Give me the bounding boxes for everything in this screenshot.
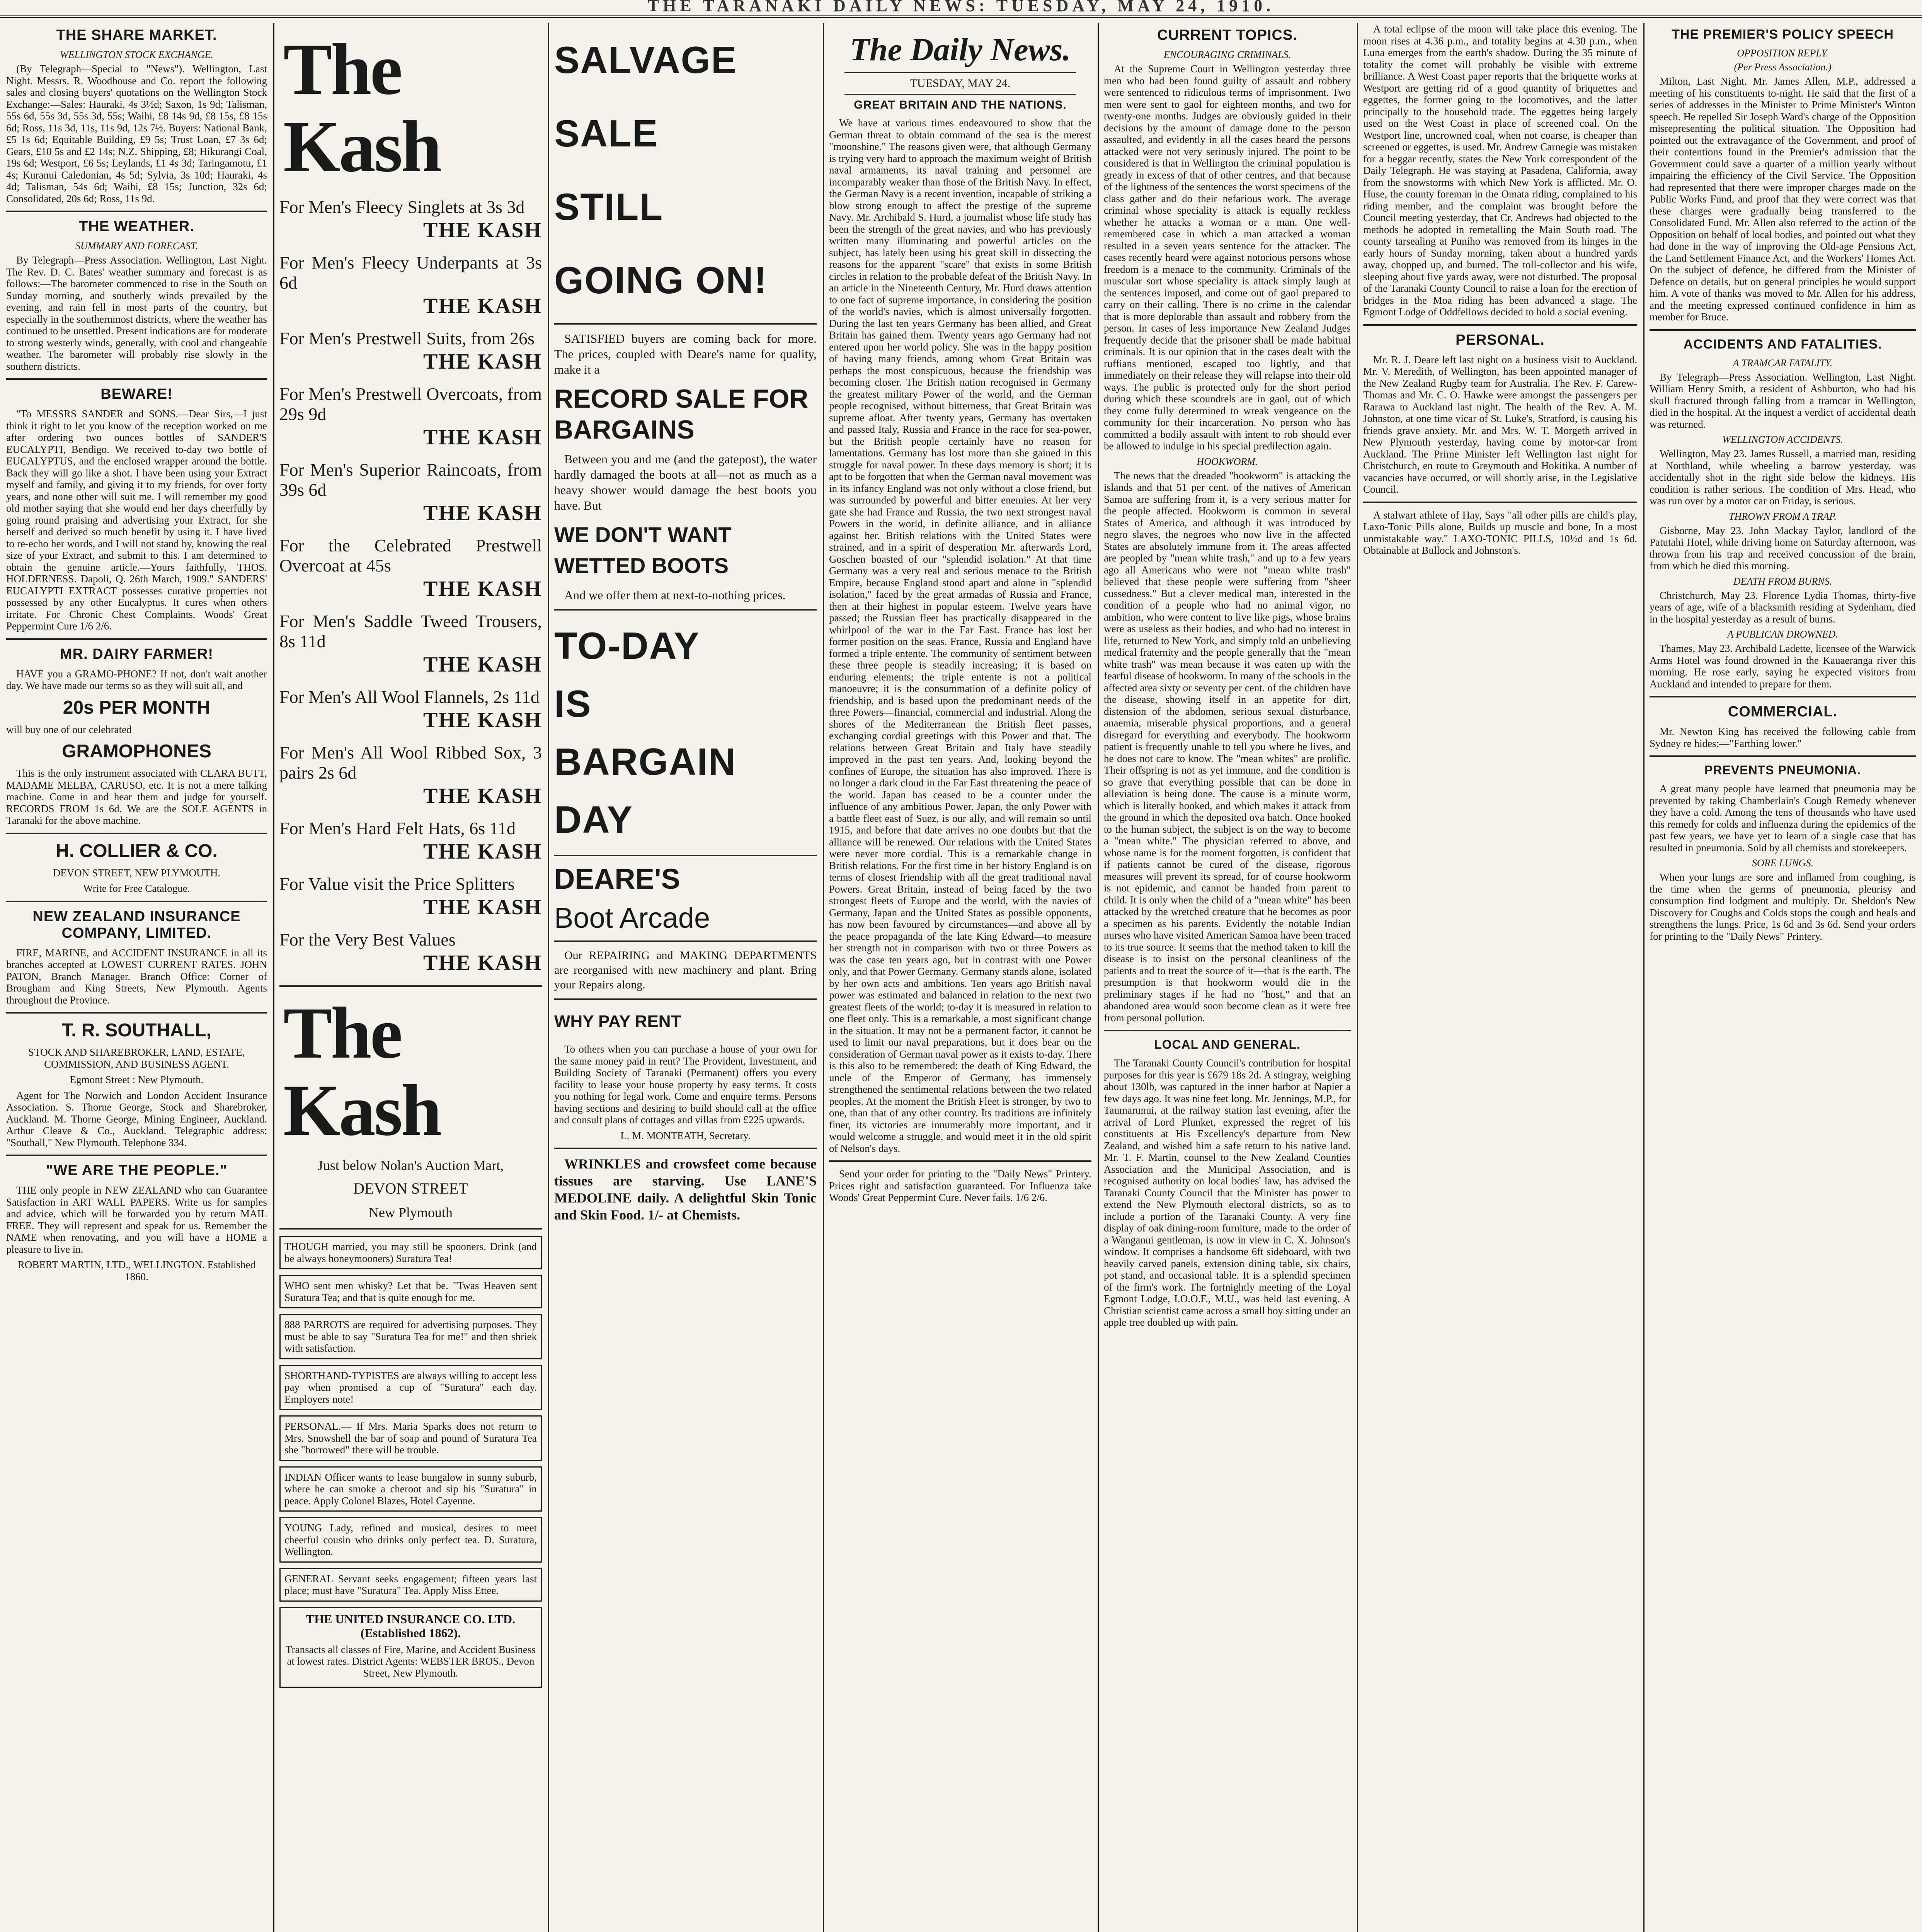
divider (844, 72, 1076, 73)
accidents-heading: ACCIDENTS AND FATALITIES. (1683, 337, 1882, 352)
satisfied-text: SATISFIED buyers are coming back for more. The prices, coupled with Deare's name for quality, make it a (554, 332, 817, 376)
divider (554, 1148, 817, 1149)
kash-item-text: For the Very Best Values (279, 930, 456, 949)
personal-body: Mr. R. J. Deare left last night on a business visit to Auckland. Mr. V. Meredith, of Wellington, has been appointed manager of the New Zealand Rugby team for Australia. The Rev. F. Carew-Thomas and Mr. C. O. Hawke were amongst the passengers per Rarawa to Auckland last night. The health of the Rev. A. M. Johnston, at one time vicar of St. Luke's, Stratford, is causing his friends grave anxiety. Mr. and Mrs. W. T. Morgeth arrived in New Plymouth yesterday, having come by motor-car from Auckland. The Prime Minister left Wellington last night for Christchurch, en route to Greymouth and Hokitika. A number of vacancies have occurred, or will shortly arise, in the Legislative Council. (1363, 354, 1637, 495)
column-premier (1643, 23, 1922, 1932)
united-insurance-ad (279, 1607, 542, 1688)
divider (554, 609, 817, 611)
collier-heading: H. COLLIER & CO. (56, 840, 218, 861)
united-insurance-heading: THE UNITED INSURANCE CO. LTD. (Established 1862). (306, 1612, 516, 1640)
weather-body: By Telegraph—Press Association. Wellington, Last Night. The Rev. D. C. Bates' weather summary and forecast is as follows:—The barometer commenced to rise in the South on Sunday morning, and southerly winds prevailed by the evening, and rain fell in most parts of the country, but especially in the southernmost districts, where the weather has continued to be unsettled. Present indications are for moderate to strong westerly winds, generally, with cool and changeable weather. The barometer will probably rise slowly in the southern districts. (6, 254, 267, 372)
editorial-heading: GREAT BRITAIN AND THE NATIONS. (854, 99, 1067, 111)
classified-ad: WHO sent men whisky? Let that be. "Twas Heaven sent Suratura Tea; and that is quite enough for me. (279, 1275, 542, 1308)
commercial-body: Mr. Newton King has received the following cable from Sydney re hides:—"Farthing lower." (1650, 726, 1916, 749)
column-the-kash (273, 23, 548, 1932)
record-sale-heading: RECORD SALE FOR BARGAINS (554, 384, 809, 444)
hookworm-body: The news that the dreaded "hookworm" is attacking the islands and that 51 per cent. of the natives of American Samoa are suffering from it, is a very serious matter for the people affected. Hookworm is common in several States of America, and although it was introduced by negro slaves, the negroes who now live in the affected States are absolutely immune from it. The areas affected are peopled by "mean white trash," and up to a few years ago all Americans who were not "mean white trash" believed that these people were suffering from "sheer cussedness." But a clever medical man, interested in the condition of a people who had no animal vigor, no ambition, who were content to live like pigs, whose brains were as useless as their bodies, and who had no interest in life, returned to New York, and simply told an unbelieving medical fraternity and the people generally that the "mean white trash" was mean because it was eaten up with the fearful disease of hookworm. In many of the schools in the affected area sixty or seventy per cent. of the children have the disease, showing itself in an appetite for dirt, distension of the abdomen, serious sexual disturbance, anaemia, miserable physical proportions, and a general disregard for everything and everybody. The hookworm patient is frequently unable to tell you where he lives, and he does not care to know. The "mean whites" are prolific. Their offspring is not as yet immune, and the condition is so grave that everything possible that can be done in alleviation is being done. The cause is a minute worm, which is literally hooked, and which makes it attack from the ground in which the deposited ova hatch. Once hooked to the human subject, the subject is on the way to become a "mean white." The physician referred to above, and whose name is for the moment forgotten, is confident that if patients cannot be cured of the disease, rigorous measures will prevent its spread, for of course hookworm is not epidemic, and cannot be handed from parent to child. It is only when the child of a "mean white" has been attacked by the wretched creature that he becomes as poor a specimen as his parents. Evidently the notable Indian nurses who have visited American Samoa have been traced to its true source. It seems that the method taken to kill the disease is to insist on the personal cleanliness of the patients and to treat the source of it—that is the earth. The presumption is that hookworm would die in the preliminary stages if he had no "host," and that an abandoned area would soon become clean as it were free from personal pollution. (1104, 469, 1351, 1024)
premier-heading: THE PREMIER'S POLICY SPEECH (1672, 27, 1894, 42)
current-topics-heading: CURRENT TOPICS. (1157, 27, 1297, 43)
pneumonia-body: A great many people have learned that pneumonia may be prevented by taking Chamberlain's Cough Remedy whenever they have a cold. Among the tens of thousands who have used this remedy for colds and influenza during the epidemics of the past few years, we have yet to learn of a single case that has resulted in pneumonia. Sold by all chemists and storekeepers. (1650, 783, 1916, 854)
kash-item-text: For the Celebrated Prestwell Overcoat at 45s (279, 536, 542, 575)
editorial-body: We have at various times endeavoured to show that the German threat to obtain command of the sea is the merest "moonshine." The reasons given were, that although Germany is trying very hard to approach the maximum weight of British naval armaments, its naval training and personnel are incomparably weaker than those of the British Navy. In effect, the German Navy is a recent invention, incapable of striking a blow strong enough to affect the prestige of the supreme Navy. Mr. Archibald S. Hurd, a journalist whose life study has been the strength of the great navies, and who has previously written many illuminating and powerful articles on the subject, has lately been using his great skill in dissecting the reasons for the apparent "scare" that exists in some British circles in relation to the probable defeat of the British Navy. In an article in the Nineteenth Century, Mr. Hurd draws attention to one fact of supreme importance, in considering the position of the world's navies, which is almost universally forgotten. During the last ten years Germany has been allied, and Great Britain has gained them. Twenty years ago Germany had not entered upon her world policy. She was in the happy position of having many friends, among whom Great Britain was perhaps the most conspicuous, because the friendship was becoming closer. The British nation recognised in Germany the greatest military Power of the world, and the German people recognised, without bitterness, that Great Britain was supreme afloat. After twenty years, Germany has overtaken and passed Italy, Russia and France in the race for sea-power, but the British people certainly have no reason for lamentations. Germany has lost more than she gained in this struggle for naval power. In these days memory is short; it is apt to be forgotten that when the German naval movement was in its infancy England was not only without a close friend, but was surrounded by powerful and bitter enemies. At her very gate she had France and Russia, the two next strongest naval Powers in the world, in definite alliance, and in alliance against her. British relations with the United States were strained, and in a spirit of desperation Mr. afterwards Lord, Goschen boasted of our "splendid isolation." At that time Germany was a very real and serious menace to the British Empire, because England stood apart and alone in "splendid isolation," faced by the great armadas of Russia and France, then at their highest in popular esteem. Twelve years have passed; the Russian fleet has practically disappeared in the whirlpool of the war in the Far East. France has lost her former position on the seas. France, Russia and England have formed a triple entente. The community of sentiment between these three people is steadily increasing; it is based on enduring elements; the triple entente is not a political manoeuvre; it is the consummation of a definite policy of friendship, and is based upon the predominant needs of the three Powers—financial, commercial and industrial. Along the shores of the Mediterranean the British fleet passes, exchanging cordial greetings with this Power and that. The relations between Great Britain and Italy have steadily improved in the past ten years. And, looking beyond the confines of Europe, the situation has also improved. There is no longer a dark cloud in the Far East threatening the peace of the world. Japan has ceased to be a counter under the influence of any ambitious Power. Japan, the only Power with a battle fleet east of Suez, is our ally, and will remain so until 1915, and before that date arrives no one doubts but that the alliance will be renewed. Our relations with the United States were never more cordial. This is a remarkable change in British relations. For the first time in her history England is on terms of closest friendship with all the great traditional naval Powers. Great Britain, instead of being faced by the two strongest fleets of Europe and the world, with the navies of Germany, Japan and the United States as possible opponents, has now been favoured by circumstances—and above all by the peace propaganda of the late King Edward—to measure her strength not in comparison with two or three Powers as was the case ten years ago, but in contrast with one Power only, and that Power Germany. Germany stands alone, isolated by her own acts and ambitions. Ten years ago British naval power was estimated and balanced in relation to the next two greatest fleets of the world; to-day it is measured in relation to one fleet only. This is a remarkable, a most significant change in the situation. It may not be a permanent factor, it cannot be used to limit our naval preparations, but it does bear on the consideration of German naval power as it exists to-day. There is this also to be remembered: the death of King Edward, the uncle of the Emperor of Germany, has immensely strengthened the sentimental relations between the two related peoples. At the moment the British Fleet is stronger, by two to one, than that of any other country. Its traditions are infinitely finer, its victories are innumerably more important, and it would welcome a struggle, and would meet it in the old spirit of Nelson's days. (829, 117, 1091, 1154)
weather-subheading: SUMMARY AND FORECAST. (75, 240, 198, 252)
trap-heading: THROWN FROM A TRAP. (1729, 510, 1837, 522)
kash-item-brand: THE KASH (423, 708, 542, 732)
share-market-subheading: WELLINGTON STOCK EXCHANGE. (60, 49, 214, 60)
classified-ad: THOUGH married, you may still be spooners. Drink (and be always honeymooners) Suratura Tea! (279, 1236, 542, 1269)
collier-catalogue: Write for Free Catalogue. (83, 883, 190, 894)
kash-item-brand: THE KASH (423, 577, 542, 601)
press-association-note: (Per Press Association.) (1734, 61, 1832, 73)
kash-item-brand: THE KASH (423, 218, 542, 242)
rent-body: To others when you can purchase a house of your own for the same money paid in rent? The Provident, Investment, and Building Society of Taranaki (Permanent) offers you every facility to lease your house property by easy terms. It costs you nothing for legal work. Come and enquire terms. Persons having sections and desiring to build should call at the office and consult plans of cottages and villas from £225 upwards. (554, 1043, 817, 1126)
kash-item-brand: THE KASH (423, 294, 542, 318)
beware-heading: BEWARE! (100, 386, 173, 402)
kash-item-text: For Men's Fleecy Underpants at 3s 6d (279, 253, 542, 293)
kash-item-brand: THE KASH (423, 840, 542, 864)
today-line: DAY (554, 798, 633, 841)
nz-insurance-heading: NEW ZEALAND INSURANCE COMPANY, LIMITED. (32, 908, 241, 941)
encouraging-criminals-heading: ENCOURAGING CRIMINALS. (1163, 49, 1291, 60)
dairy-price: 20s PER MONTH (63, 697, 211, 718)
divider (6, 833, 267, 834)
divider (6, 1155, 267, 1156)
collier-address: DEVON STREET, NEW PLYMOUTH. (53, 867, 221, 879)
printing-ad: Send your order for printing to the "Daily News" Printery. Prices right and satisfaction guaranteed. For Influenza take Woods' Great Peppermint Cure. Never fails. 1/6 2/6. (829, 1168, 1091, 1203)
laxo-tonic-ad: A stalwart athlete of Hay, Says "all other pills are child's play, Laxo-Tonic Pills alone, Builds up muscle and bone, In a most unmistakable way." LAXO-TONIC PILLS, 10½d and 1s 6d. Obtainable at Bullock and Johnston's. (1363, 509, 1637, 556)
divider (279, 985, 542, 987)
salvage-heading (554, 23, 817, 317)
personal-heading: PERSONAL. (1456, 332, 1545, 348)
wellington-accidents-heading: WELLINGTON ACCIDENTS. (1722, 434, 1843, 445)
kash-title: The Kash (283, 29, 441, 187)
southall-address: Egmont Street : New Plymouth. (70, 1074, 204, 1085)
column-current-topics (1098, 23, 1357, 1932)
column-news (1357, 23, 1643, 1932)
classified-ad: YOUNG Lady, refined and musical, desires to meet cheerful cousin who drinks only perfect tea. D. Suratura, Wellington. (279, 1517, 542, 1563)
southall-heading: T. R. SOUTHALL, (62, 1020, 211, 1041)
divider (279, 1228, 542, 1230)
divider (554, 940, 817, 942)
local-general-heading: LOCAL AND GENERAL. (1154, 1037, 1301, 1051)
offer-text: And we offer them at next-to-nothing prices. (564, 588, 786, 602)
today-bargain-heading (554, 617, 817, 849)
southall-body: Agent for The Norwich and London Accident Insurance Association. S. Thorne George, Stock and Sharebroker, Auckland. M. Thorne George, Mining Engineer, Auckland. Arthur Cleave & Co., Auckland. Telegraphic address: "Southall," New Plymouth. Telephone 334. (6, 1089, 267, 1148)
united-insurance-body: Transacts all classes of Fire, Marine, and Accident Business at lowest rates. District Agents: WEBSTER BROS., Devon Street, New Plymouth. (286, 1643, 536, 1679)
kash-item-text: For Men's All Wool Flannels, 2s 11d (279, 687, 540, 707)
kash-item-text: For Men's Prestwell Overcoats, from 29s 9d (279, 384, 542, 424)
kash-title-2: The Kash (283, 993, 441, 1151)
weather-heading: THE WEATHER. (79, 218, 194, 235)
column-deares (548, 23, 823, 1932)
kash-item-brand: THE KASH (423, 350, 542, 374)
divider (1650, 329, 1916, 331)
column-editorial (823, 23, 1098, 1932)
gramophones-body: This is the only instrument associated with CLARA BUTT, MADAME MELBA, CARUSO, etc. It is not a mere talking machine. Come in and hear them and judge for yourself. RECORDS FROM 1s 6d. We are the SOLE AGENTS in Taranaki for the above machine. (6, 767, 267, 826)
repair-text: Our REPAIRING and MAKING DEPARTMENTS are reorganised with new machinery and plant. Bring your Repairs along. (554, 949, 817, 991)
kash-item-text: For Men's Superior Raincoats, from 39s 6d (279, 460, 542, 500)
burns-heading: DEATH FROM BURNS. (1733, 575, 1832, 587)
kash-item-brand: THE KASH (423, 501, 542, 525)
divider (844, 94, 1076, 95)
divider (6, 211, 267, 212)
kash-item-list (279, 197, 542, 975)
divider (829, 1160, 1091, 1162)
column-share-market (0, 23, 273, 1932)
between-text: Between you and me (and the gatepost), the water hardly damaged the boots at all—not as much as a heavy shower would damage the best boots you have. But (554, 452, 817, 512)
share-market-heading: THE SHARE MARKET. (56, 27, 217, 43)
opposition-reply-heading: OPPOSITION REPLY. (1737, 48, 1828, 59)
salvage-line: SALE (554, 112, 659, 155)
beware-body: "To MESSRS SANDER and SONS.—Dear Sirs,—I just think it right to let you know of the reception worked on me after ordering two ounces bottles of SANDER'S EUCALYPTI, Bendigo. We received to-day two bottle of EUCALYPTUS, and the enclosed wrapper around the bottle. Back they will go like a shot. I have been using your Extract myself and family, and giving it to my friends, for over forty years, and none other will suit me. I will remember my good old mother saying that she would end her days cheerfully by going round praising and advertising your Extract, for she herself and derived so much benefit by using it. I have lived to re-echo her words, and I will not stand by, knowing the real size of your Extract, and submit to this. I am determined to obtain the genuine article.—Yours faithfully, THOS. HOLDERNESS. Dapoli, Q. 26th March, 1909." SANDERS' EUCALYPTI EXTRACT possesses curative properties not possessed by any other Eucalyptus. It cures when others irritate. For Chronic Chest Complaints. Woods' Great Peppermint Cure 1/6 2/6. (6, 408, 267, 632)
gramophones-heading: GRAMOPHONES (62, 741, 211, 762)
divider (554, 998, 817, 1000)
wrinkles-ad: WRINKLES and crowsfeet come because tissues are starving. Use LANE'S MEDOLINE daily. A delightful Skin Tonic and Skin Food. 1/- at Chemists. (554, 1156, 817, 1223)
kash-item-text: For Men's Prestwell Suits, from 26s (279, 328, 535, 348)
sore-lungs-body: When your lungs are sore and inflamed from coughing, is the time when the germs of pneumonia, pleurisy and consumption find lodgment and multiply. Dr. Sheldon's New Discovery for Coughs and Colds stops the cough and heals and strengthens the lungs. Price, 1s 6d and 3s 6d. Send your orders for printing to the "Daily News" Printery. (1650, 871, 1916, 942)
classified-ad: 888 PARROTS are required for advertising purposes. They must be able to say "Suratura Tea for me!" and then shriek with satisfaction. (279, 1314, 542, 1359)
salvage-line: STILL (554, 185, 664, 228)
divider (554, 855, 817, 856)
kash-item-brand: THE KASH (423, 951, 542, 975)
kash-item-text: For Men's Fleecy Singlets at 3s 3d (279, 197, 525, 217)
burns-body: Christchurch, May 23. Florence Lydia Thomas, thirty-five years of age, wife of a blacksmith residing at Sydenham, died in the hospital yesterday as a result of burns. (1650, 589, 1916, 625)
people-body: THE only people in NEW ZEALAND who can Guarantee Satisfaction in ART WALL PAPERS. Write us for samples and advice, which will be forwarded you by return MAIL FREE. They will represent and speak for us. Remember the NAME when renovating, and you will have a HOME a pleasure to live in. (6, 1184, 267, 1255)
trap-body: Gisborne, May 23. John Mackay Taylor, landlord of the Patutahi Hotel, while driving home on Saturday afternoon, was thrown from his trap and received concussion of the brain, from which he died this morning. (1650, 524, 1916, 571)
rent-signature: L. M. MONTEATH, Secretary. (620, 1129, 751, 1141)
divider (1363, 502, 1637, 503)
masthead: THE TARANAKI DAILY NEWS: TUESDAY, MAY 24, 1910. (0, 0, 1922, 18)
pneumonia-heading: PREVENTS PNEUMONIA. (1704, 763, 1861, 777)
people-heading: "WE ARE THE PEOPLE." (46, 1162, 227, 1179)
today-line: BARGAIN (554, 740, 737, 783)
classified-ad: SHORTHAND-TYPISTES are always willing to accept less pay when promised a cup of "Suratura" each day. Employers note! (279, 1365, 542, 1410)
kash-item-brand: THE KASH (423, 425, 542, 449)
salvage-line: SALVAGE (554, 39, 737, 81)
divider (1363, 324, 1637, 326)
wetted-boots-heading: WE DON'T WANT WETTED BOOTS (554, 522, 732, 578)
dairy-body: HAVE you a GRAMO-PHONE? If not, don't wait another day. We have made our terms so as they will suit all, and (6, 668, 267, 691)
kash-item-text: For Men's All Wool Ribbed Sox, 3 pairs 2s 6d (279, 743, 542, 782)
kash-item-text: For Value visit the Price Splitters (279, 874, 515, 894)
wellington-accidents-body: Wellington, May 23. James Russell, a married man, residing at Northland, while wheeling a barrow yesterday, was accidentally shot in the right side below the kidneys. His condition is rather serious. The condition of Mrs. Head, who was run over by a motor car on Friday, is serious. (1650, 448, 1916, 507)
kash-item-text: For Men's Hard Felt Hats, 6s 11d (279, 818, 516, 838)
southall-subheading: STOCK AND SHAREBROKER, LAND, ESTATE, COMMISSION, AND BUSINESS AGENT. (28, 1046, 245, 1070)
dairy-heading: MR. DAIRY FARMER! (60, 646, 213, 662)
divider (554, 323, 817, 325)
drowned-heading: A PUBLICAN DROWNED. (1727, 629, 1838, 640)
classified-ad: GENERAL Servant seeks engagement; fifteen years last place; must have "Suratura" Tea. Apply Miss Ettee. (279, 1568, 542, 1602)
premier-body: Milton, Last Night. Mr. James Allen, M.P., addressed a meeting of his constituents to-night. He said that the first of a series of addresses in the Minister to Prime Minister's Winton speech. He repelled Sir Joseph Ward's charge of the Opposition misrepresenting the political situation. The Opposition had pointed out the extravagance of the Government, and proof of their contentions found in the Premier's admission that the Government could save a quarter of a million yearly without impairing the efficiency of the Civil Service. The Opposition had represented that there were improper charges made on the Public Works Fund, and proof that they were correct was that these charges were gradually being transferred to the Consolidated Fund. Mr. Allen also referred to the action of the Opposition on behalf of local bodies, and pointed out what they had done in the way of improving the Old-age Pensions Act, the Land Settlement Finance Act, and the Workers' Homes Act. On the subject of defence, he differed from the Minister of Defence on details, but on general principles he would support him. A vote of thanks was moved to Mr. Allen for his address, and the meeting expressed continued confidence in him as member for Bruce. (1650, 75, 1916, 323)
divider (1650, 696, 1916, 697)
deares-name: DEARE'S (554, 863, 680, 895)
news-body: A total eclipse of the moon will take place this evening. The moon rises at 4.36 p.m., and totality begins at 4.30 p.m., when Luna emerges from the earth's shadow. During the 35 minute of totality the comet will probably be visible with extreme brilliance. A West Coast paper reports that the briquette works at Westport are getting rid of a good quantity of briquettes and eggettes, the former going to the locomotives, and the latter principally to the household trade. The eggettes being largely used on the West Coast in place of screened coal. On the Westport line, uncrowned coal, when not coarse, is cheaper than screened or eggettes, is used. Mr. Andrew Carnegie was mistaken for a beggar recently, states the New York correspondent of the Daily Telegraph. He was staying at Pasadena, California, away from the snowstorms with which New York is afflicted. Mr. O. Huse, the county foreman in the Omata riding, complained to his riding member, and the complaint was brought before the Council meeting yesterday, that Cr. Andrews had objected to the methods he adopted in remetalling the Main South road. The county tarsealing at Puniho was removed from its hinges in the early hours of Sunday morning, taken about a hundred yards away, chopped up, and burned. The toll-collector and his wife, sleeping about five yards away, were not disturbed. The proposal of the Taranaki County Council to raise a loan for the erection of bridges in the Moa riding has been advanced a stage. The Egmont Lodge of Oddfellows decided to hold a social evening. (1363, 23, 1637, 318)
rent-heading: WHY PAY RENT (554, 1012, 681, 1031)
nz-insurance-body: FIRE, MARINE, and ACCIDENT INSURANCE in all its branches accepted at LOWEST CURRENT RATES. JOHN PATON, Branch Manager. Branch Office: Corner of Brougham and King Streets, New Plymouth. Agents throughout the Province. (6, 947, 267, 1006)
kash-item-brand: THE KASH (423, 895, 542, 919)
divider (6, 638, 267, 640)
divider (1650, 755, 1916, 757)
divider (6, 1012, 267, 1014)
salvage-line: GOING ON! (554, 259, 768, 301)
drowned-body: Thames, May 23. Archibald Ladette, licensee of the Warwick Arms Hotel was found drowned in the Kauaeranga river this morning. He rose early, saying he expected visitors from Auckland and intended to prepare for them. (1650, 643, 1916, 690)
criminals-body: At the Supreme Court in Wellington yesterday three men who had been found guilty of assault and robbery were sentenced to ridiculous terms of imprisonment. Two men were sent to gaol for eighteen months, and two for twenty-one months. Judges are obviously guided in their decisions by the amount of damage done to the person assaulted, and evidently in all the cases heard the persons attacked were not very seriously injured. The point to be considered is that in Wellington the criminal population is greatly in excess of that of other centres, and that because of the lightness of the sentences the worst specimens of the class gather and do their nefarious work. The average criminal whose speciality is attack is equally reckless whether he attacks a woman or a man. One well-remembered case in which a man attacked a woman resulted in a seven years sentence for the attacker. The cases recently heard were against notorious persons whose freedom is a menace to the community. Criminals of the muscular sort whose speciality is attack simply laugh at the sentences imposed, and come out of gaol prepared to carry on their calling. There is no crime in the calendar that is more deplorable than assault and robbery from the person. In cases of less importance New Zealand Judges frequently decide that the prisoner shall be made habitual criminals. It is our opinion that in the cases dealt with the ruffians mentioned, escaped too lightly, and that immediately on their release they will relapse into their old ways. The public is protected only for the short period during which these scoundrels are in gaol, out of which they come fully determined to wreak vengeance on the community for their incarceration. No person who has committed a bodily assault with intent to rob should ever be allowed to indulge in his special predilection again. (1104, 63, 1351, 452)
suratura-ads (279, 1236, 542, 1602)
classified-ad: PERSONAL.— If Mrs. Maria Sparks does not return to Mrs. Snowshell the bar of soap and pound of Suratura Tea she "borrowed" there will be trouble. (279, 1415, 542, 1461)
dairy-body-2: will buy one of our celebrated (6, 723, 132, 735)
today-line: IS (554, 682, 592, 725)
paper-title: The Daily News. (849, 32, 1071, 68)
today-line: TO-DAY (554, 624, 700, 667)
kash-item-brand: THE KASH (423, 653, 542, 677)
kash-item-text: For Men's Saddle Tweed Trousers, 8s 11d (279, 611, 542, 651)
kash-town: New Plymouth (368, 1205, 453, 1220)
divider (1104, 1030, 1351, 1031)
hookworm-heading: HOOKWORM. (1197, 456, 1258, 467)
martin-signature: ROBERT MARTIN, LTD., WELLINGTON. Established 1860. (17, 1259, 256, 1282)
kash-sub: Just below Nolan's Auction Mart, (317, 1158, 504, 1173)
kash-address: DEVON STREET (353, 1180, 468, 1197)
classified-ad: INDIAN Officer wants to lease bungalow in sunny suburb, where he can smoke a cheroot and sip his "Suratura" in peace. Apply Colonel Blazes, Hotel Cayenne. (279, 1466, 542, 1512)
commercial-heading: COMMERCIAL. (1728, 704, 1838, 720)
share-market-body: (By Telegraph—Special to "News"). Wellington, Last Night. Messrs. R. Woodhouse and Co. report the following sales and closing buyers' quotations on the Wellington Stock Exchange:—Sales: Hauraki, 4s 3½d; Saxon, 1s 9d; Talisman, 55s 6d, 55s 3d, 55s 3d, 55s; Waihi, £8 14s 9d, £8 15s, £8 15s 6d; Ross, 11s 3d, 11s, 11s 9d, 12s 7½. Buyers: National Bank, £5 1s 6d; Equitable Building, £9 5s; Trust Loan, £7 3s 6d; Gears, £10 5s and £2 14s; N.Z. Shipping, £8; Hikurangi Coal, 19s 6d; Westport, £6 5s; Leylands, £1 4s 3d; Taringamotu, £1 4s; Kuranui Caledonian, 4s 5d; Sylvia, 3s 10d; Hauraki, 4s 4d; Talisman, 54s 6d; Waihi, £8 15s; Junction, 32s 6d; Consolidated, 20s 6d; Ross, 11s 9d. (6, 63, 267, 204)
tramcar-heading: A TRAMCAR FATALITY. (1733, 357, 1833, 369)
boot-arcade-name: Boot Arcade (554, 902, 710, 934)
editorial-date: TUESDAY, MAY 24. (910, 77, 1011, 90)
kash-item-brand: THE KASH (423, 784, 542, 808)
local-general-body: The Taranaki County Council's contribution for hospital purposes for this year is £679 18s 2d. A stingray, weighing about 130lb, was captured in the inner harbor at Napier a few days ago. It was nine feet long. Mr. Jennings, M.P., for Taumarunui, at the railway station last evening, after the arrival of Lord Plunket, expressed the regret of his constituents at His Excellency's departure from New Zealand, and wished him a safe return to his native land. Mr. T. F. Martin, counsel to the New Zealand Counties Association and the Municipal Association, and is recognised authority on local bodies' law, has advised the Taranaki County Council that the Minister has power to extend the New Plymouth electoral districts, so as to include a portion of the Taranaki County. A very fine display of oak dining-room furniture, made to the order of a Wanganui gentleman, is now in view in C. X. Johnson's window. It comprises a handsome 6ft sideboard, with two heavily carved panels, extension dining table, six chairs, pot stand, and occasional table. It is a splendid specimen of the firm's work. The fortnightly meeting of the Loyal Egmont Lodge, I.O.O.F., M.U., was held last evening. A Christian scientist came across a small boy sitting under an apple tree doubled up with pain. (1104, 1057, 1351, 1328)
sore-lungs-heading: SORE LUNGS. (1752, 857, 1813, 869)
divider (6, 378, 267, 380)
tramcar-body: By Telegraph—Press Association. Wellington, Last Night. William Henry Smith, a resident of Ashburton, who had his skull fractured through falling from a tramcar in Wellington, died in the hospital. At the inquest a verdict of accidental death was returned. (1650, 371, 1916, 430)
divider (6, 901, 267, 902)
